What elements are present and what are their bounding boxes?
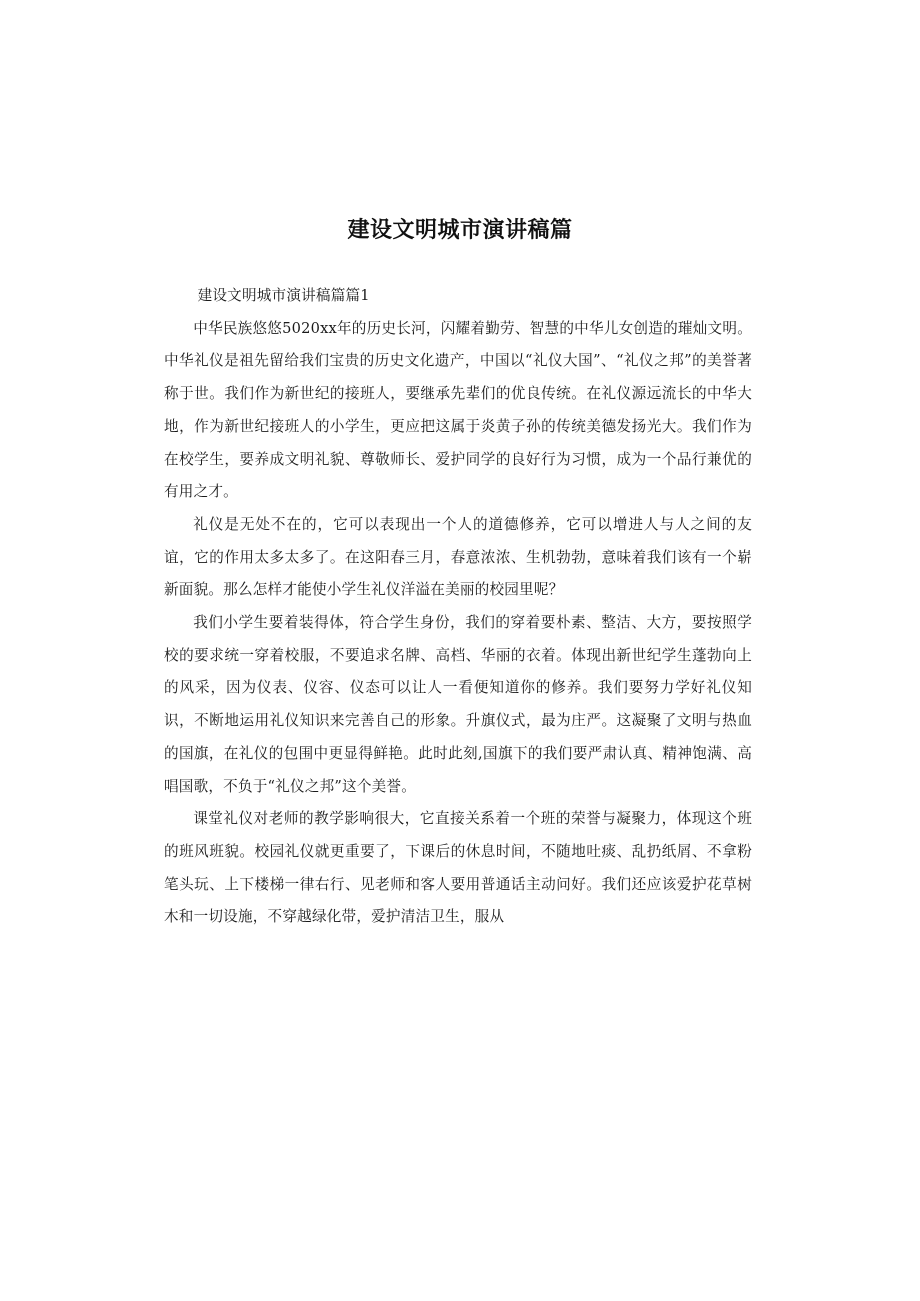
- paragraph-1: 中华民族悠悠5020xx年的历史长河，闪耀着勤劳、智慧的中华儿女创造的璀灿文明。中华礼仪是祖先留给我们宝贵的历史文化遗产，中国以“礼仪大国”、“礼仪之邦”的美誉著称于世。我们作为新世纪的接班人，要继承先辈们的优良传统。在礼仪源远流长的中华大地，作为新世纪接班人的小学生，更应把这属于炎黄子孙的传统美德发扬光大。我们作为在校学生，要养成文明礼貌、尊敬师长、爱护同学的良好行为习惯，成为一个品行兼优的有用之才。: [164, 319, 752, 501]
- paragraph-2: 礼仪是无处不在的，它可以表现出一个人的道德修养，它可以增进人与人之间的友谊，它的作用太多太多了。在这阳春三月，春意浓浓、生机勃勃，意味着我们该有一个崭新面貌。那么怎样才能使小学生礼仪洋溢在美丽的校园里呢？: [164, 515, 752, 599]
- section-heading: 建设文明城市演讲稿篇篇1: [197, 287, 370, 304]
- paragraph-3: 我们小学生要着装得体，符合学生身份，我们的穿着要朴素、整洁、大方，要按照学校的要求统一穿着校服，不要追求名牌、高档、华丽的衣着。体现出新世纪学生蓬勃向上的风采，因为仪表、仪容、仪态可以让人一看便知道你的修养。我们要努力学好礼仪知识，不断地运用礼仪知识来完善自己的形象。升旗仪式，最为庄严。这凝聚了文明与热血的国旗，在礼仪的包围中更显得鲜艳。此时此刻,国旗下的我们要严肃认真、精神饱满、高唱国歌，不负于“礼仪之邦”这个美誉。: [164, 614, 752, 795]
- document-title: 建设文明城市演讲稿篇: [347, 218, 573, 243]
- document-body: [164, 280, 752, 934]
- paragraph-4: 课堂礼仪对老师的教学影响很大，它直接关系着一个班的荣誉与凝聚力，体现这个班的班风班貌。校园礼仪就更重要了，下课后的休息时间，不随地吐痰、乱扔纸屑、不拿粉笔头玩、上下楼梯一律右行、见老师和客人要用普通话主动问好。我们还应该爱护花草树木和一切设施，不穿越绿化带，爱护清洁卫生，服从: [164, 810, 752, 926]
